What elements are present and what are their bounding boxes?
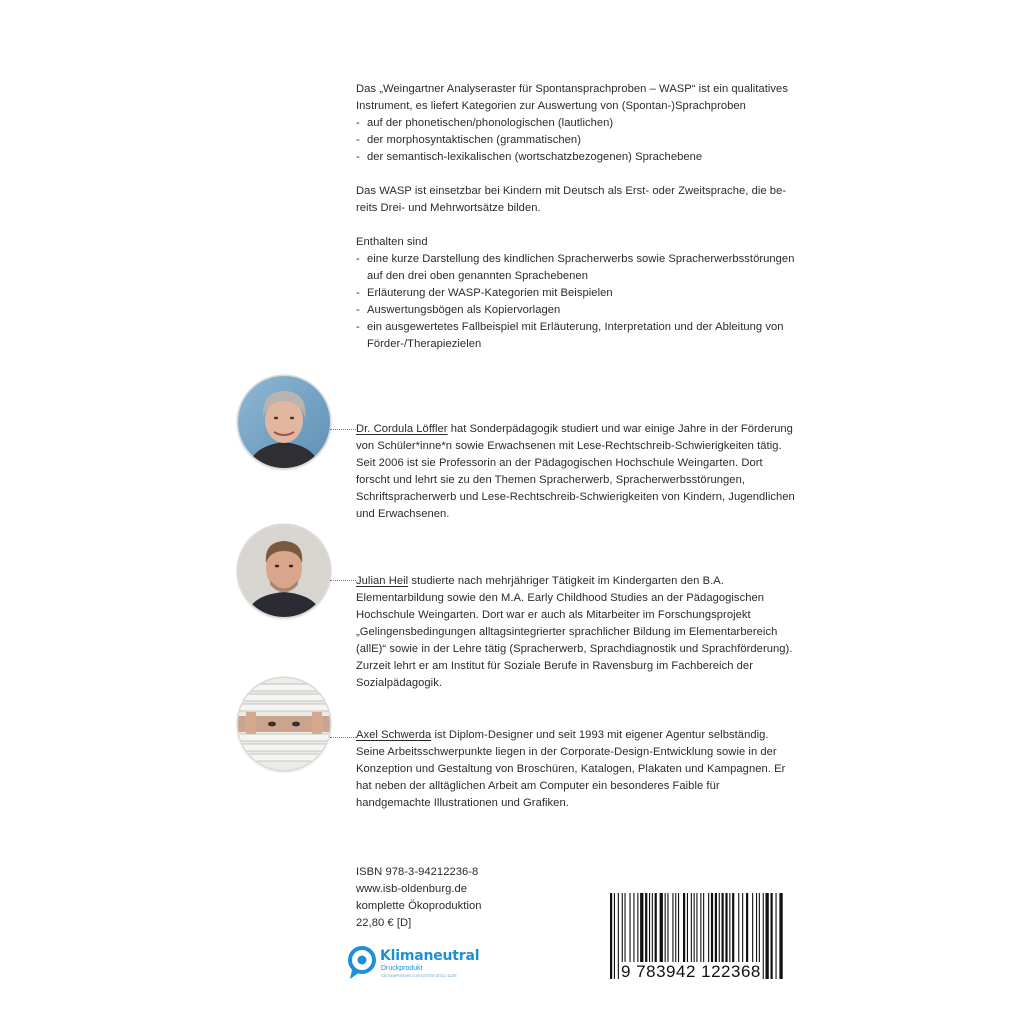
climate-neutral-logo: [348, 946, 498, 986]
author-bio-loeffler: [356, 421, 796, 523]
intro-text: Das „Weingartner Analyseraster für Spontansprachproben – WASP“ ist ein qualitatives Instrument, es liefert Kategorien zur Auswertung von (Spontan-)Sprachproben: [356, 83, 788, 112]
author-bio: hat Sonderpädagogik studiert und war einige Jahre in der Förderung von Schüler*inne*n sowie Erwachsenen mit Lese-Rechtschreib-Schwierigkeiten tätig. Seit 2006 ist sie Professorin an der Pädagogischen Hochschule Weingarten. Dort forscht und lehrt sie zu den Themen Spracherwerb, Spracherwerbsstörungen, Schriftspracherwerb und Lese-Rechtschreib-Schwierigkeiten von Kindern, Jugendlichen und Erwachsenen.: [356, 423, 795, 520]
contents-heading: Enthalten sind: [356, 236, 428, 248]
author-name: Axel Schwerda: [356, 729, 432, 741]
description-intro-block: [356, 81, 796, 166]
barcode-bar: [610, 893, 612, 979]
price: 22,80 € [D]: [356, 917, 412, 929]
author-bio: studierte nach mehrjähriger Tätigkeit im Kindergarten den B.A. Elementarbildung sowie den M.A. Early Childhood Studies an der Pädagogischen Hochschule Weingarten. Dort war er auch als Mitarbeiter im Forschungsprojekt „Gelingensbedingungen alltagsintegrierter sprachlicher Bildung im Elementarbereich (allE)“ sowie in der Lehre tätig (Spracherwerb, Sprachdiagnostik und Sprachförderung). Zurzeit lehrt er am Institut für Soziale Berufe in Ravensburg im Fachbereich der Sozialpädagogik.: [356, 575, 793, 689]
author-photo-loeffler: [238, 376, 330, 468]
usage-block: [356, 183, 796, 217]
barcode-bar: [618, 893, 619, 979]
author-photo-heil: [238, 525, 330, 617]
publisher-url: www.isb-oldenburg.de: [356, 883, 468, 895]
level-item: - auf der phonetischen/phonologischen (lautlichen): [356, 117, 614, 129]
author-name: Julian Heil: [356, 575, 409, 587]
logo-small-print: ClimatePartner.com/10704-2011-1126: [381, 973, 457, 978]
barcode-bar: [614, 893, 615, 979]
level-item: - der morphosyntaktischen (grammatischen): [356, 134, 581, 146]
level-item: - der semantisch-lexikalischen (wortschatzbezogenen) Sprachebene: [356, 151, 703, 163]
barcode-bar: [766, 893, 769, 979]
logo-subtitle: Druckprodukt: [381, 965, 423, 972]
usage-line: Das WASP ist einsetzbar bei Kindern mit Deutsch als Erst- oder Zweitsprache, die be-: [356, 185, 787, 197]
barcode-bar: [776, 893, 777, 979]
barcode-bar: [763, 893, 764, 979]
contents-block: [356, 234, 796, 353]
usage-line: reits Drei- und Mehrwortsätze bilden.: [356, 202, 541, 214]
contents-item: - Auswertungsbögen als Kopiervorlagen: [356, 304, 561, 316]
barcode-number: 9 783942 122368: [621, 962, 761, 981]
logo-title: Klimaneutral: [380, 948, 480, 964]
barcode-bar: [771, 893, 773, 979]
climate-neutral-logo-icon: [348, 946, 378, 980]
barcode-bar: [779, 893, 782, 979]
author-name: Dr. Cordula Löffler: [356, 423, 448, 435]
contents-item: - eine kurze Darstellung des kindlichen Spracherwerbs sowie Spracherwerbsstörungen auf den drei oben genannten Sprachebenen: [356, 253, 795, 282]
contents-item: - ein ausgewertetes Fallbeispiel mit Erläuterung, Interpretation und der Ableitung von Förder-/Therapiezielen: [356, 321, 784, 350]
connector-line: [330, 580, 356, 581]
author-bio: ist Diplom-Designer und seit 1993 mit eigener Agentur selbständig. Seine Arbeitsschwerpunkte liegen in der Corporate-Design-Entwicklung sowie in der Konzeption und Gestaltung von Broschüren, Katalogen, Plakaten und Kampagnen. Er hat neben der alltäglichen Arbeit am Computer ein besonderes Faible für handgemachte Illustrationen und Grafiken.: [356, 729, 786, 809]
author-bio-heil: [356, 573, 796, 692]
eco-note: komplette Ökoproduktion: [356, 900, 482, 912]
connector-line: [330, 429, 356, 430]
author-bio-schwerda: [356, 727, 796, 812]
connector-line: [330, 737, 356, 738]
contents-item: - Erläuterung der WASP-Kategorien mit Beispielen: [356, 287, 613, 299]
isbn: ISBN 978-3-94212236-8: [356, 866, 479, 878]
author-photo-schwerda: [238, 678, 330, 770]
